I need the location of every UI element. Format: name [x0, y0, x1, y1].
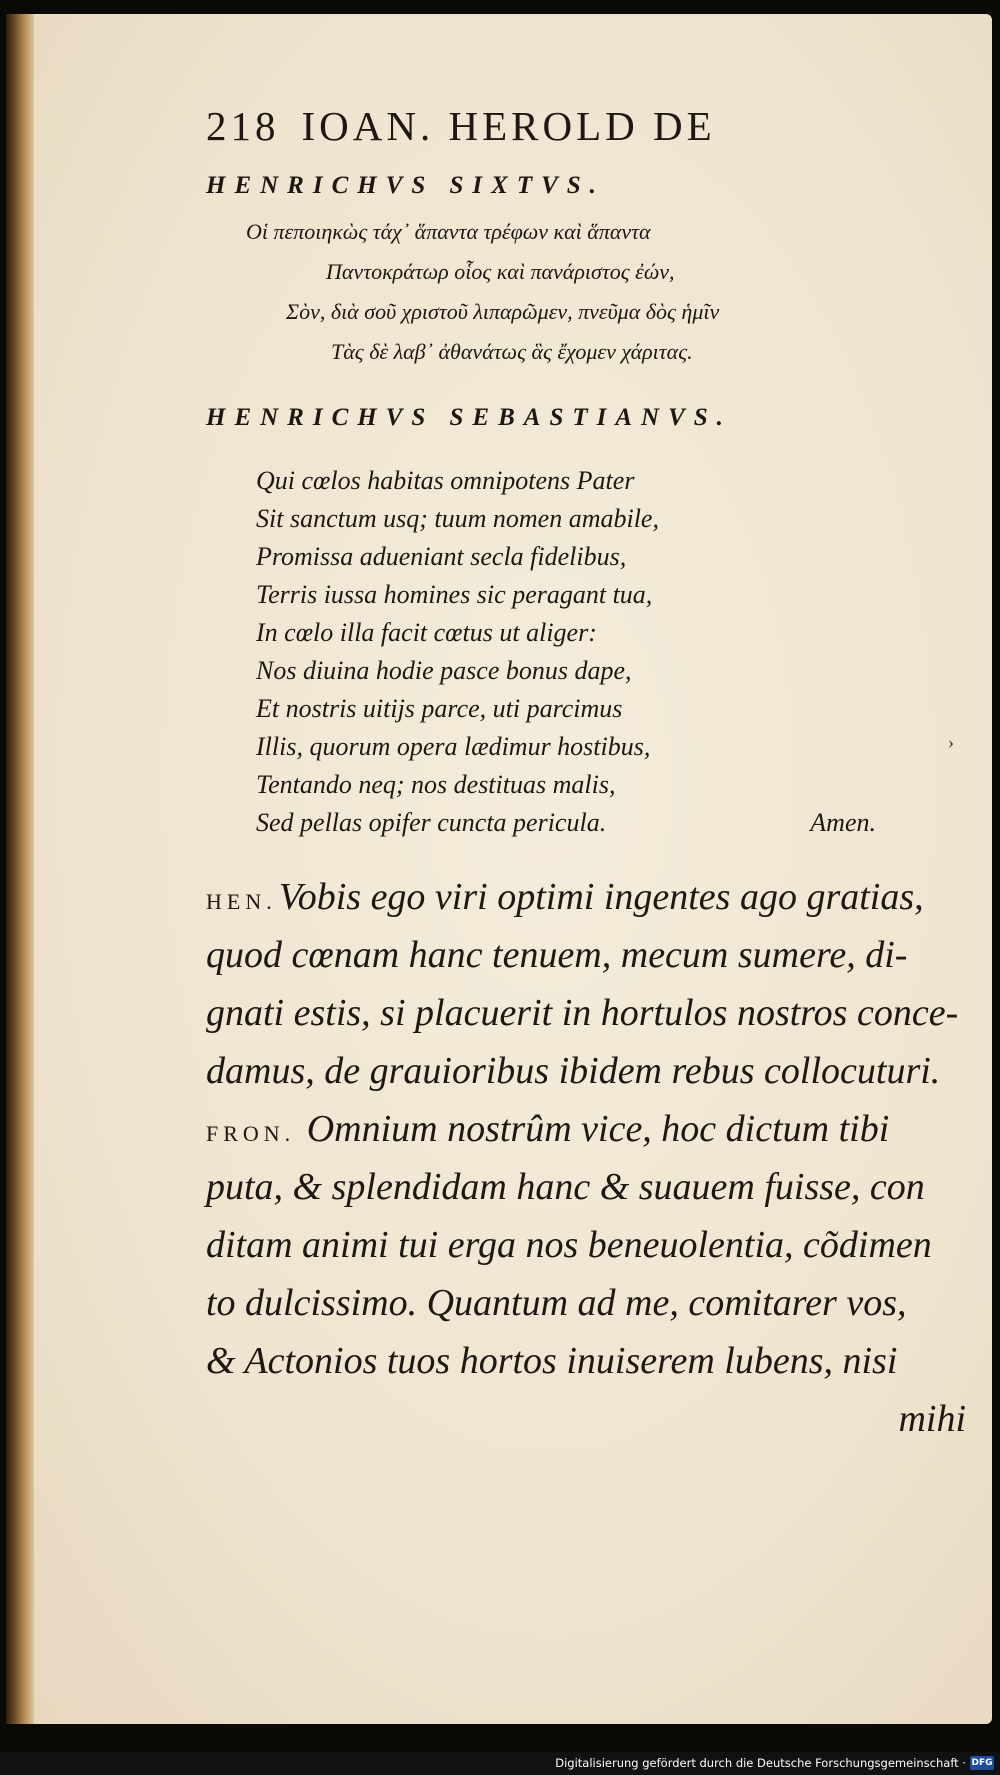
verse-line: Tentando neq; nos destituas malis,	[256, 770, 616, 799]
greek-verse	[206, 212, 966, 372]
greek-line: Σὸν, διὰ σοῦ χριστοῦ λιπαρῶμεν, πνεῦμα δὸς ἡμῖν	[286, 299, 720, 324]
greek-line: Παντοκράτωρ οἷος καὶ πανάριστος ἐών,	[326, 259, 675, 284]
dfg-logo-icon: DFG	[971, 1758, 993, 1768]
funding-credit: Digitalisierung gefördert durch die Deutsche Forschungsgemeinschaft ·	[555, 1756, 966, 1770]
book-page	[6, 14, 992, 1724]
prose-line: puta, & splendidam hanc & suauem fuisse, con	[206, 1166, 925, 1208]
prose-line: quod cœnam hanc tenuem, mecum sumere, di-	[206, 934, 908, 976]
verse-line: Nos diuina hodie pasce bonus dape,	[256, 656, 632, 685]
footer-bar	[0, 1752, 1000, 1775]
prose-line: gnati estis, si placuerit in hortulos nostros conce-	[206, 992, 959, 1034]
running-head	[206, 100, 966, 152]
prose-line-text: Vobis ego viri optimi ingentes ago gratias,	[278, 876, 924, 918]
speaker-tag-fron: FRON.	[206, 1121, 296, 1146]
verse-line: Illis, quorum opera lædimur hostibus,	[256, 732, 651, 761]
verse-line-last	[256, 804, 956, 842]
prose-line-text: Omnium nostrûm vice, hoc dictum tibi	[306, 1108, 890, 1150]
verse-line: Terris iussa homines sic peragant tua,	[256, 580, 653, 609]
prose-line	[206, 1100, 966, 1158]
margin-mark: ›	[948, 732, 954, 752]
verse-line: Et nostris uitijs parce, uti parcimus	[256, 694, 623, 723]
dialogue-prose	[206, 868, 966, 1448]
speaker-heading-henrichus-sebastianus: HENRICHVS SEBASTIANVS.	[206, 404, 732, 431]
catchword: mihi	[898, 1398, 966, 1440]
speaker-tag-hen: HEN.	[206, 889, 277, 914]
verse-line: Sit sanctum usq; tuum nomen amabile,	[256, 504, 659, 533]
speaker-heading-henrichus-sixtus: HENRICHVS SIXTVS.	[206, 172, 605, 199]
greek-line: Οἱ πεποιηκὼς τάχ᾽ ἅπαντα τρέφων καὶ ἅπαντα	[246, 219, 651, 244]
verse-line: In cœlo illa facit cœtus ut aliger:	[256, 618, 597, 647]
latin-verse	[206, 462, 956, 842]
verse-line-text: Sed pellas opifer cuncta pericula.	[256, 808, 607, 837]
running-title: IOAN. HEROLD DE	[301, 103, 716, 149]
prose-line: ditam animi tui erga nos beneuolentia, cõdimen	[206, 1224, 932, 1266]
page-number: 218	[206, 103, 280, 149]
verse-line: Qui cœlos habitas omnipotens Pater	[256, 466, 635, 495]
prose-line: damus, de grauioribus ibidem rebus collocuturi.	[206, 1050, 941, 1092]
greek-line: Τὰς δὲ λαβ᾽ ἀθανάτως ἃς ἔχομεν χάριτας.	[331, 339, 693, 364]
prose-line	[206, 868, 966, 926]
amen: Amen.	[810, 808, 876, 837]
prose-line: to dulcissimo. Quantum ad me, comitarer vos,	[206, 1282, 907, 1324]
prose-line: & Actonios tuos hortos inuiserem lubens, nisi	[206, 1340, 898, 1382]
page-text-block	[206, 100, 966, 1448]
book-spine-shadow	[6, 14, 34, 1724]
verse-line: Promissa adueniant secla fidelibus,	[256, 542, 627, 571]
